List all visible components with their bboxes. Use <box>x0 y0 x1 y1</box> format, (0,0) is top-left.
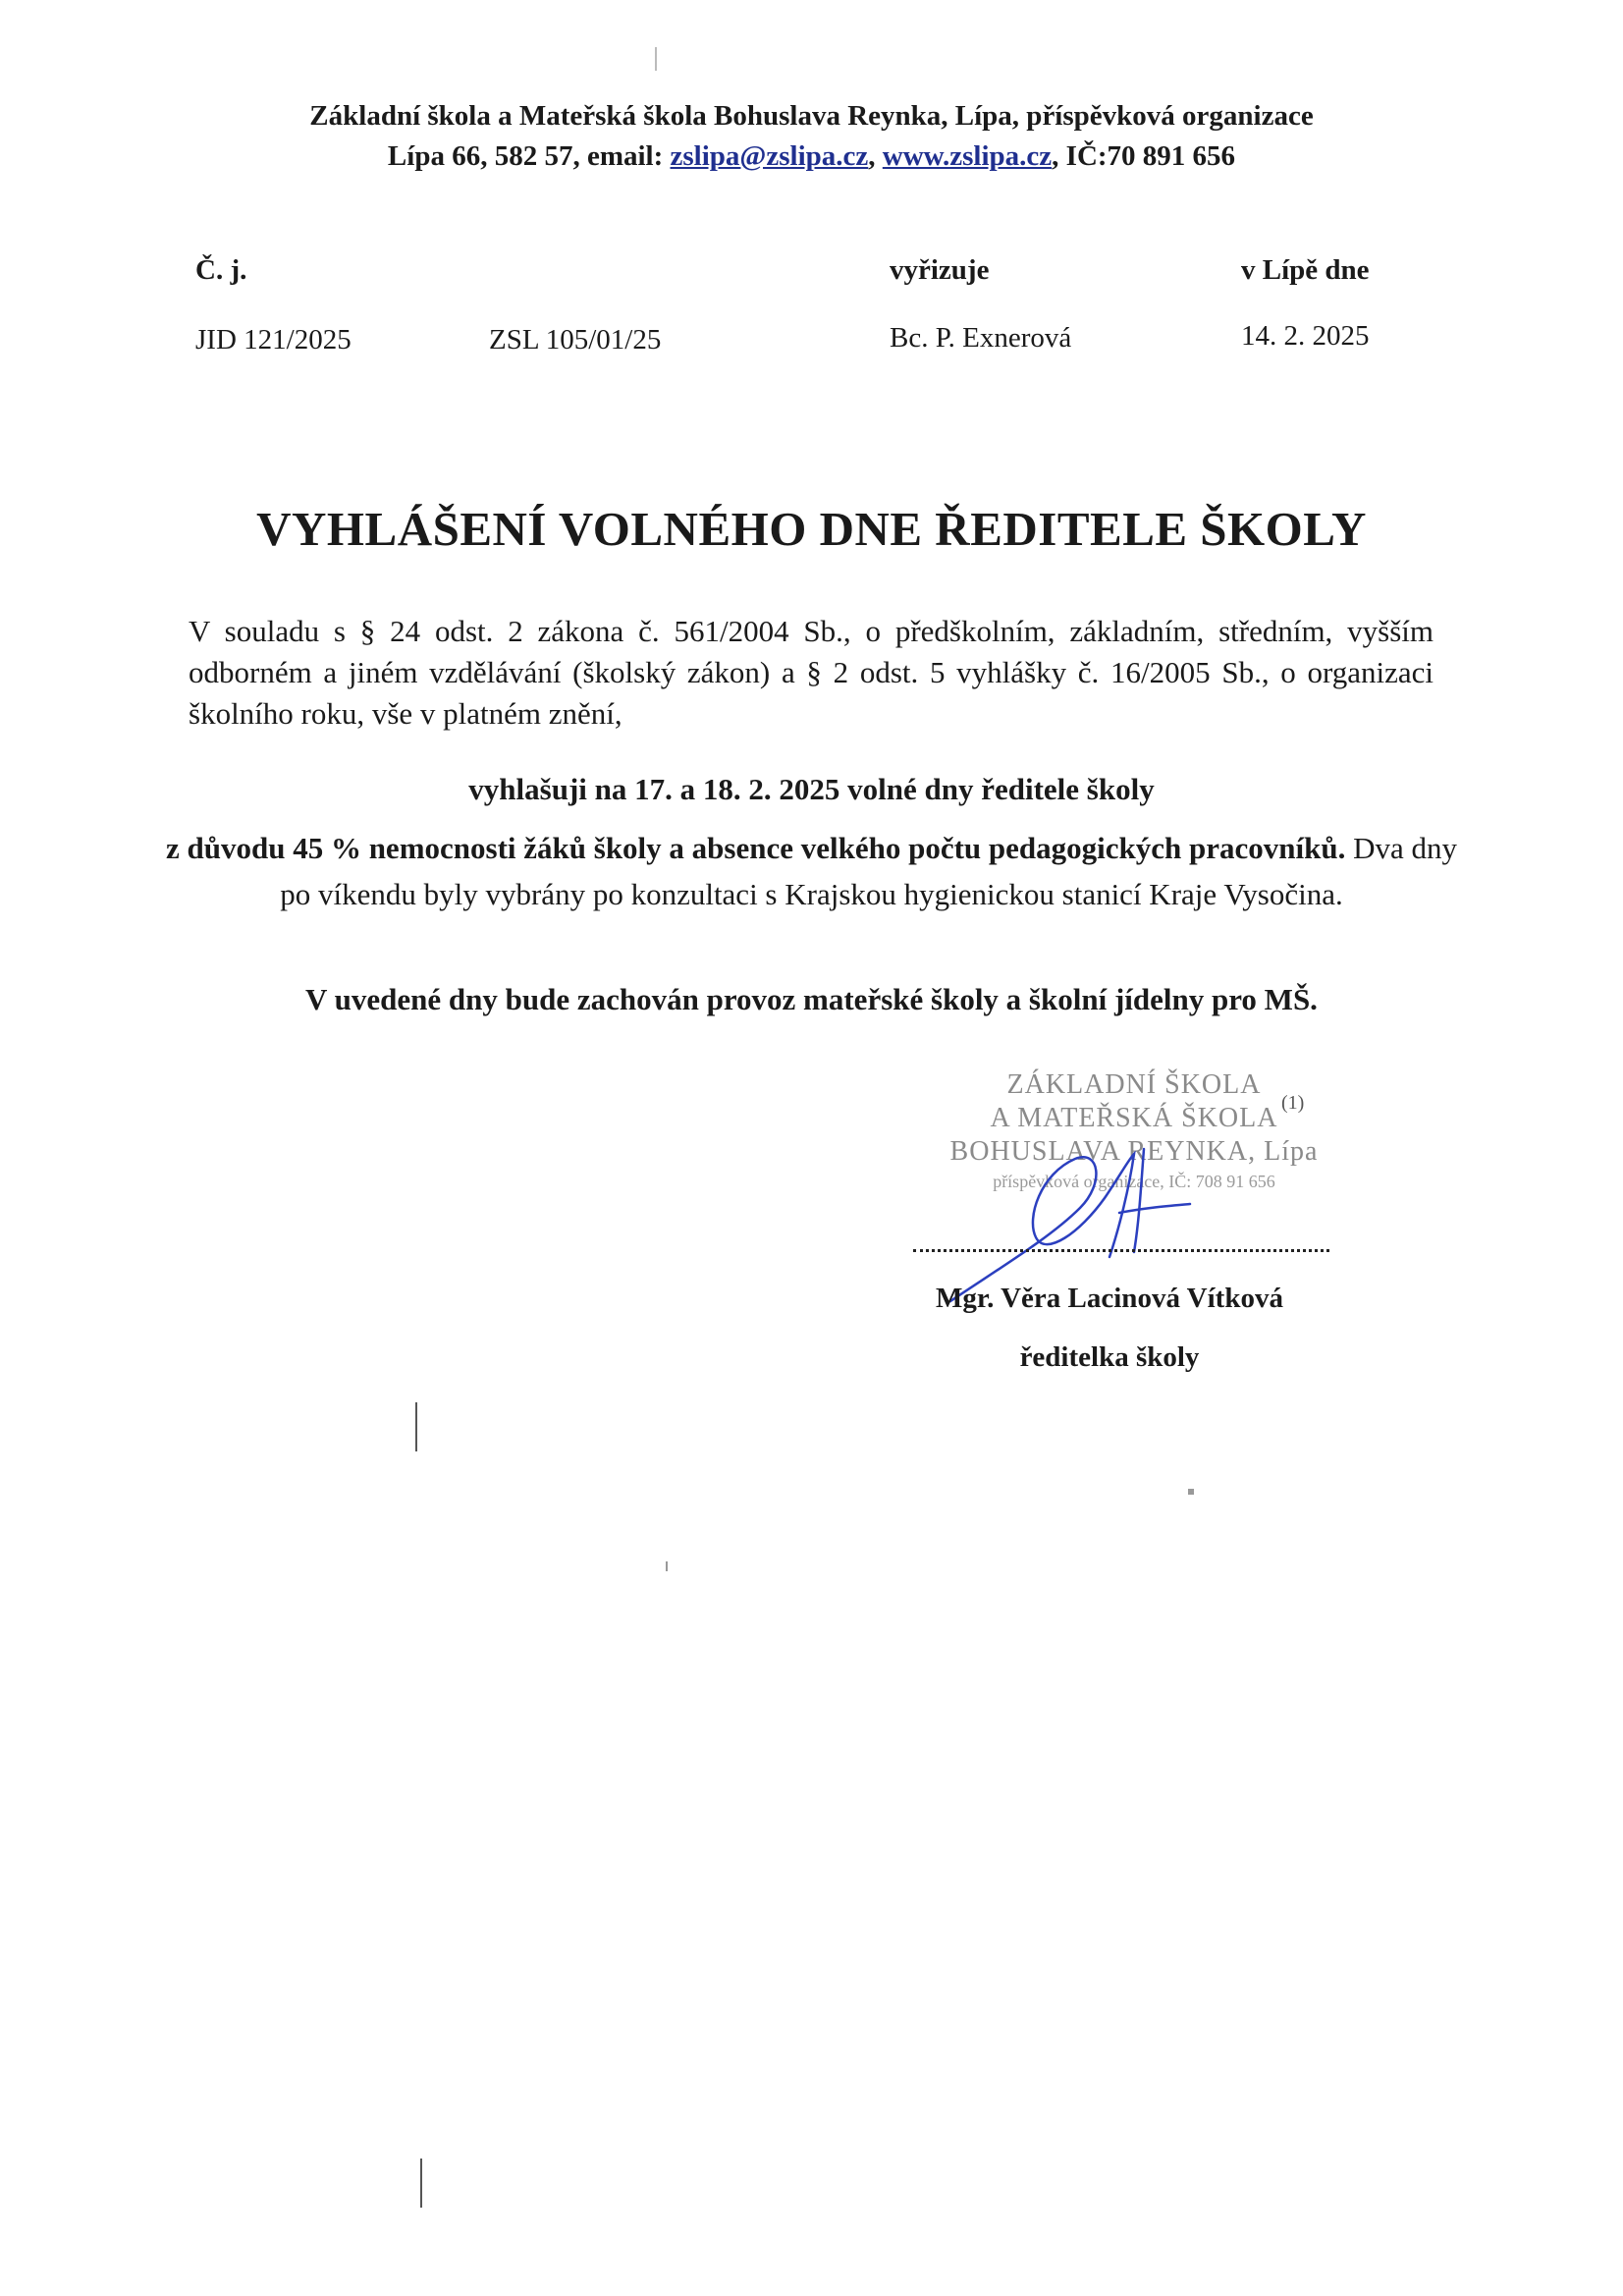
school-ico: , IČ:70 891 656 <box>1052 140 1236 172</box>
separator: , <box>868 140 883 172</box>
declaration-text: vyhlašuji na 17. a 18. 2. 2025 volné dny ředitele školy <box>468 772 1155 806</box>
school-name: Základní škola a Mateřská škola Bohuslava Reynka, Lípa, příspěvková organizace <box>309 100 1314 132</box>
note-text: V uvedené dny bude zachován provoz mateřské školy a školní jídelny pro MŠ. <box>305 982 1318 1016</box>
legal-basis-text: V souladu s § 24 odst. 2 zákona č. 561/2004 Sb., o předškolním, základním, středním, vyšším odborném a jiném vzdělávání (školský zákon) a § 2 odst. 5 vyhlášky č. 16/2005 Sb., o organizaci školního roku, vše v platném znění, <box>189 614 1434 731</box>
stamp-footnote: (1) <box>1281 1092 1305 1114</box>
web-link[interactable]: www.zslipa.cz <box>882 140 1053 172</box>
body-paragraph <box>189 611 1434 735</box>
signer-name: Mgr. Věra Lacinová Vítková <box>936 1283 1283 1314</box>
note-block <box>147 976 1476 1022</box>
signer-role: ředitelka školy <box>1019 1341 1200 1373</box>
declaration-block <box>147 766 1476 812</box>
reference-label: Č. j. <box>195 254 247 286</box>
date-label: v Lípě dne <box>1241 254 1370 286</box>
handler-name: Bc. P. Exnerová <box>890 322 1072 354</box>
stamp-line-3: BOHUSLAVA REYNKA, Lípa <box>949 1136 1319 1167</box>
handwritten-signature <box>933 1129 1267 1306</box>
jid-number: JID 121/2025 <box>195 324 352 355</box>
scan-mark <box>415 1402 417 1451</box>
scan-mark <box>655 47 657 71</box>
handler-label: vyřizuje <box>890 254 990 286</box>
stamp-line-2: A MATEŘSKÁ ŠKOLA <box>990 1103 1278 1133</box>
reason-bold-text: z důvodu 45 % nemocnosti žáků školy a absence velkého počtu pedagogických pracovníků. <box>165 831 1346 865</box>
document-date: 14. 2. 2025 <box>1241 320 1370 352</box>
stamp-line-1: ZÁKLADNÍ ŠKOLA <box>1006 1069 1262 1100</box>
scan-mark <box>420 2159 422 2208</box>
document-title: VYHLÁŠENÍ VOLNÉHO DNE ŘEDITELE ŠKOLY <box>256 502 1367 556</box>
reason-text: Dva dny po víkendu byly vybrány po konzultaci s Krajskou hygienickou stanicí Kraje Vysočina. <box>280 831 1458 911</box>
scan-mark <box>666 1561 668 1571</box>
email-link[interactable]: zslipa@zslipa.cz <box>670 140 869 172</box>
school-address: Lípa 66, 582 57, email: <box>387 140 671 172</box>
stamp-line-4: příspěvková organizace, IČ: 708 91 656 <box>993 1172 1275 1191</box>
scan-mark <box>1188 1489 1194 1495</box>
letterhead <box>0 96 1623 177</box>
reason-block <box>147 825 1476 917</box>
school-contact <box>0 137 1623 177</box>
signature-line <box>913 1247 1329 1252</box>
reference-number: ZSL 105/01/25 <box>489 324 662 355</box>
